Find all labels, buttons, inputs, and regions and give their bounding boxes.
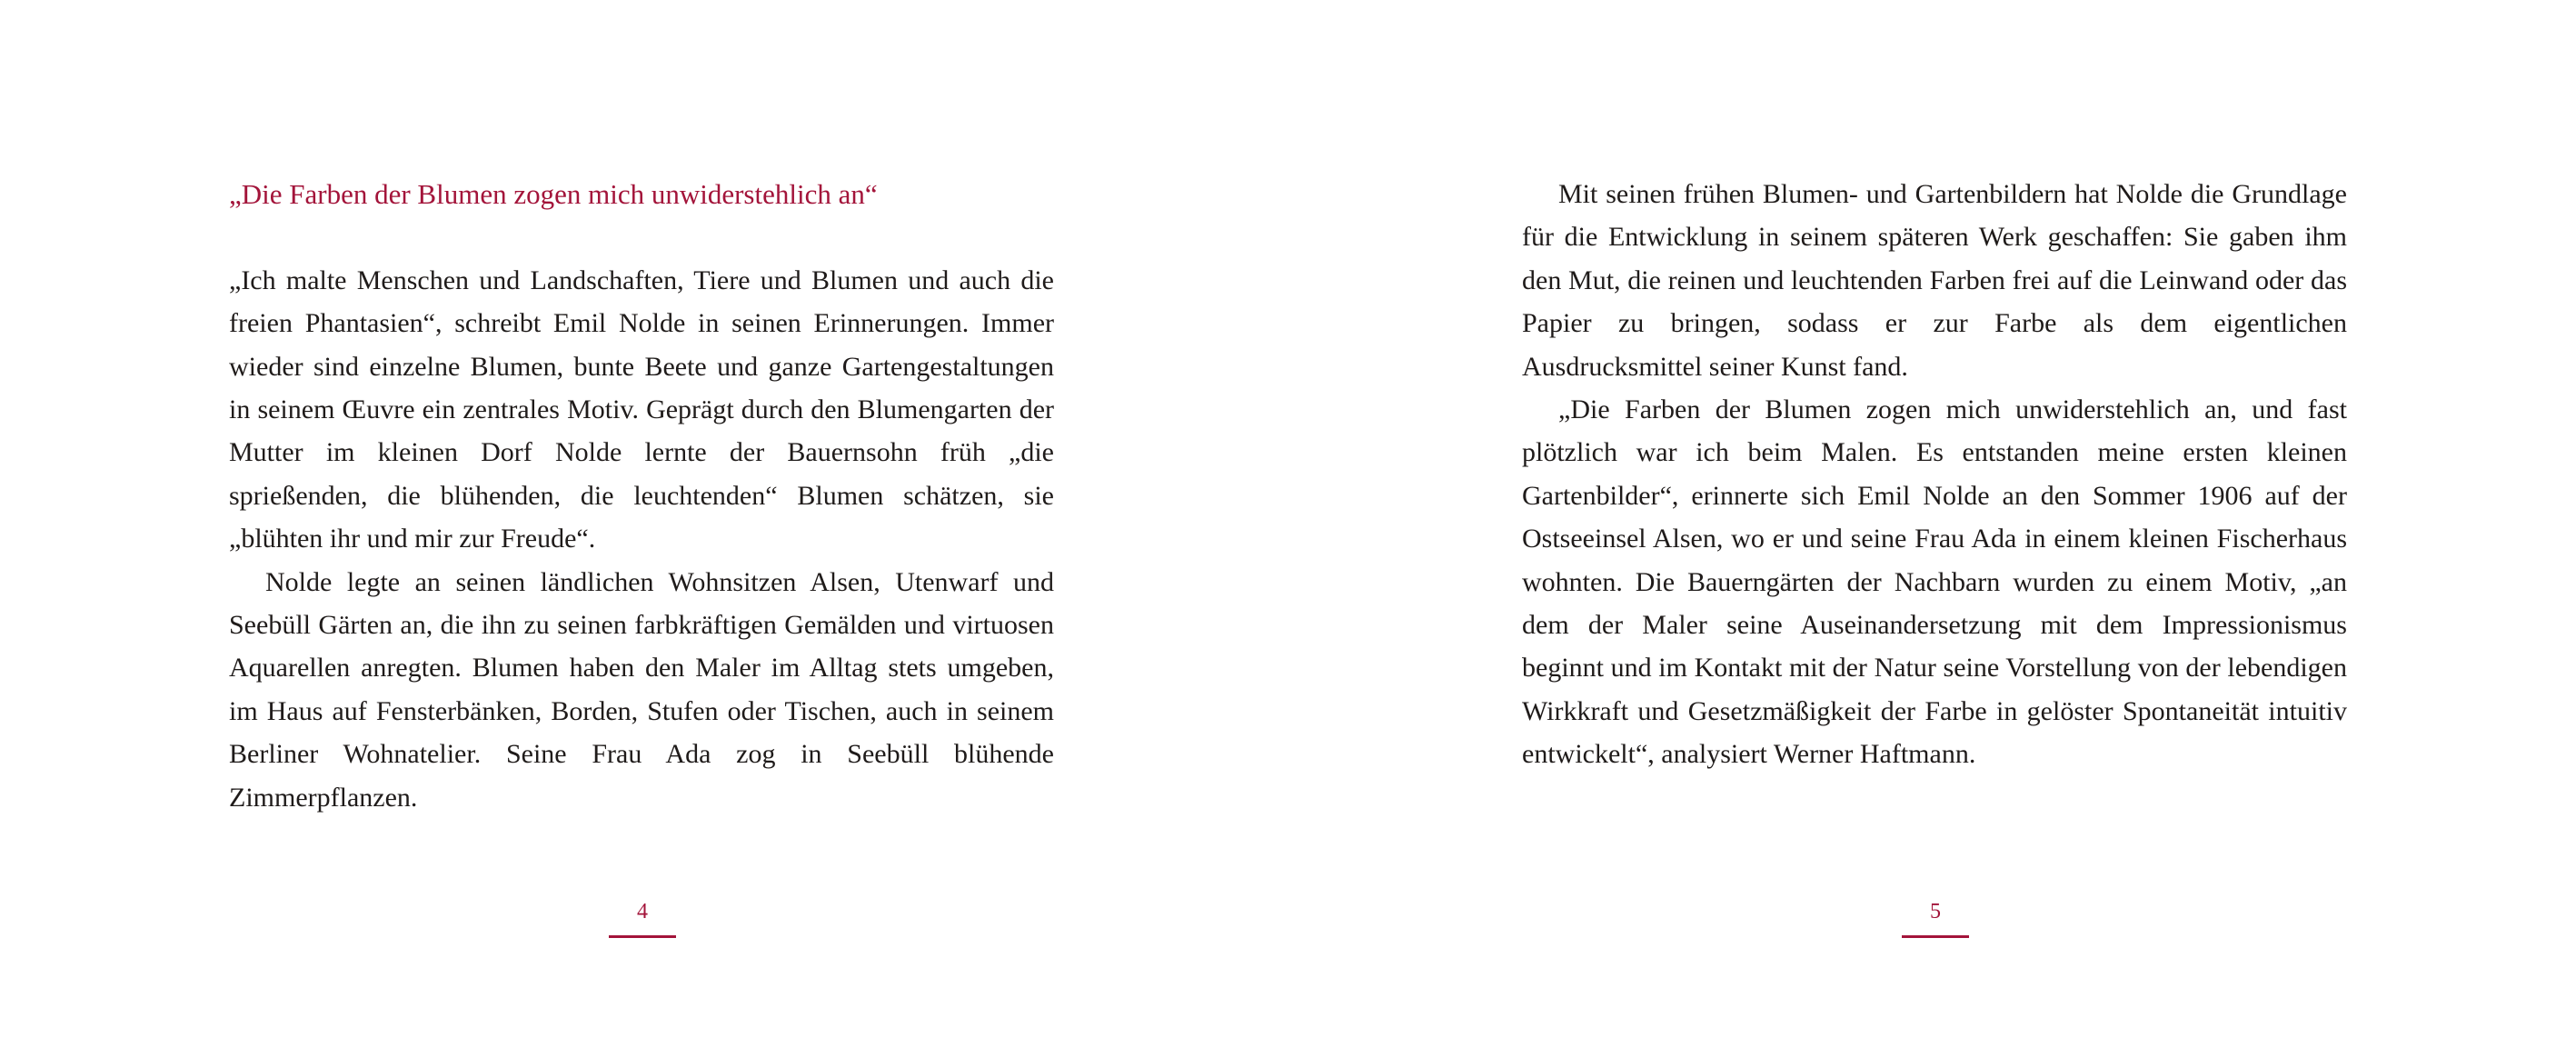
right-paragraph-2: „Die Farben der Blumen zogen mich unwiderstehlich an, und fast plötzlich war ich beim Malen. Es entstanden meine ersten kleinen Gartenbilder“, erinnerte sich Emil Nolde an den Sommer 1906 auf der Ostseeinsel Alsen, wo er und seine Frau Ada in einem kleinen Fischerhaus wohnten. Die Bauerngärten der Nachbarn wurden zu einem Motiv, „an dem der Maler seine Auseinandersetzung mit dem Impressionismus beginnt und im Kontakt mit der Natur seine Vorstellung von der lebendigen Wirkkraft und Gesetzmäßigkeit der Farbe in gelöster Spontaneität intuitiv entwickelt“, analysiert Werner Haftmann. bbox=[1522, 394, 2347, 770]
page-number-rule-right bbox=[1902, 935, 1969, 938]
page-number-left: 4 bbox=[637, 900, 648, 923]
left-paragraph-2: Nolde legte an seinen ländlichen Wohnsitzen Alsen, Utenwarf und Seebüll Gärten an, die ihn zu seinen farbkräftigen Gemälden und virtuosen Aquarellen anregten. Blumen haben den Maler im Alltag stets umgeben, im Haus auf Fensterbänken, Borden, Stufen oder Tischen, auch in seinem Berliner Wohnatelier. Seine Frau Ada zog in Seebüll blühende Zimmerpflanzen. bbox=[229, 566, 1054, 813]
left-text-block bbox=[229, 173, 1054, 819]
page-number-rule-left bbox=[609, 935, 676, 938]
left-paragraph-1: „Ich malte Menschen und Landschaften, Tiere und Blumen und auch die freien Phantasien“, schreibt Emil Nolde in seinen Erinnerungen. Immer wieder sind einzelne Blumen, bunte Beete und ganze Gartengestaltungen in seinem Œuvre ein zentrales Motiv. Geprägt durch den Blumengarten der Mutter im kleinen Dorf Nolde lernte der Bauernsohn früh „die sprießenden, die blühenden, die leuchtenden“ Blumen schätzen, sie „blühten ihr und mir zur Freude“. bbox=[229, 264, 1054, 554]
heading-spacer bbox=[229, 215, 1054, 258]
right-paragraph-1: Mit seinen frühen Blumen- und Gartenbildern hat Nolde die Grundlage für die Entwicklung in seinem späteren Werk geschaffen: Sie gaben ihm den Mut, die reinen und leuchtenden Farben frei auf die Leinwand oder das Papier zu bringen, sodass er zur Farbe als dem eigentlichen Ausdrucksmittel seiner Kunst fand. bbox=[1522, 179, 2347, 382]
chapter-heading: „Die Farben der Blumen zogen mich unwiderstehlich an“ bbox=[229, 178, 878, 210]
page-number-right: 5 bbox=[1930, 900, 1941, 923]
right-text-block bbox=[1522, 173, 2347, 776]
right-page bbox=[1288, 0, 2576, 1038]
